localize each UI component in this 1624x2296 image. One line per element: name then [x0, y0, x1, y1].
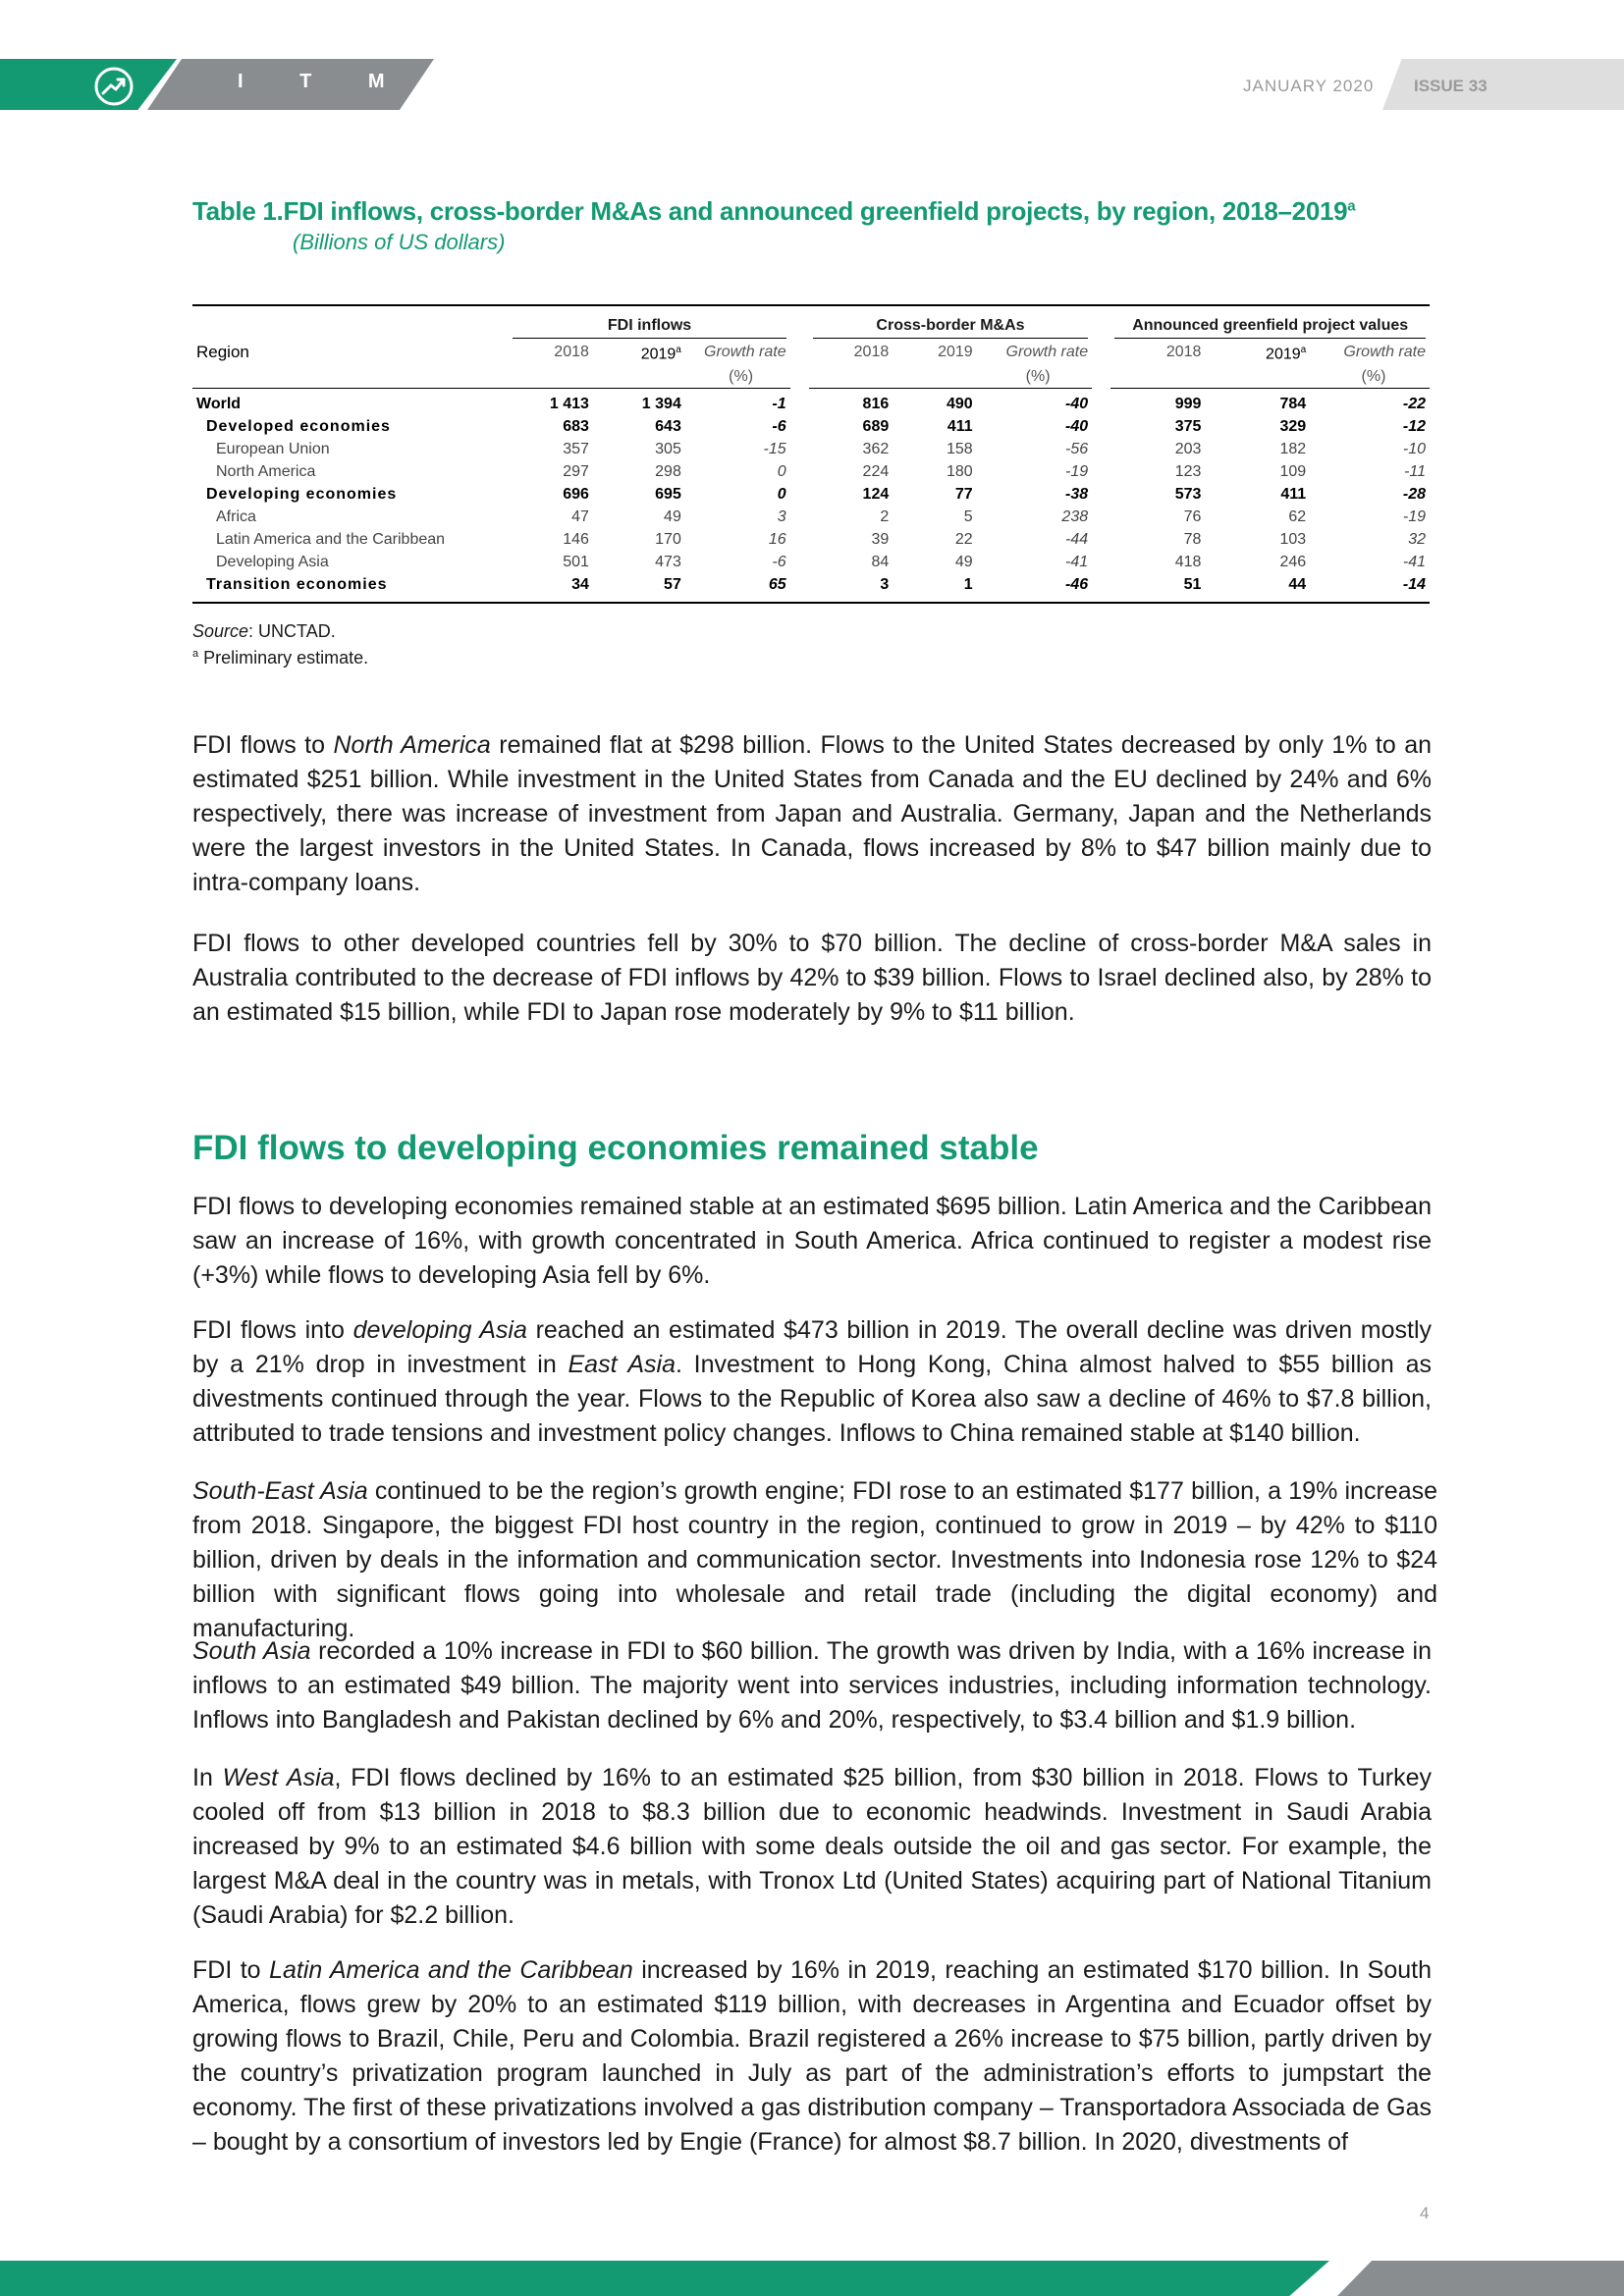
table-title-sup: a — [1347, 197, 1356, 215]
value-cell: 180 — [946, 463, 973, 481]
value-cell: 362 — [862, 441, 890, 458]
value-cell: 411 — [1280, 486, 1307, 504]
col-2018: 2018 — [1165, 344, 1202, 361]
value-cell: 0 — [777, 486, 786, 504]
value-cell: 1 — [963, 576, 973, 594]
table-title: Table 1.FDI inflows, cross-border M&As and announced greenfield projects, by region, 2018–2019$^a$ — [192, 196, 1356, 226]
col-2019: 2019$^a$ — [640, 345, 681, 363]
page-number: 4 — [1420, 2204, 1430, 2222]
region-cell: Developing Asia — [216, 554, 329, 571]
value-cell: -40 — [1065, 418, 1089, 436]
value-cell: -14 — [1402, 576, 1426, 594]
value-cell: 695 — [655, 486, 681, 504]
col-2018: 2018 — [554, 344, 589, 361]
value-cell: 22 — [954, 531, 973, 549]
value-cell: 224 — [862, 463, 890, 481]
value-cell: 103 — [1279, 531, 1307, 549]
value-cell: 329 — [1279, 418, 1307, 436]
value-cell: -46 — [1065, 576, 1089, 594]
table-row — [192, 573, 1430, 596]
col-growth: Growth rate — [1343, 344, 1426, 361]
table-row — [192, 460, 1430, 483]
value-cell: 76 — [1183, 508, 1202, 526]
value-cell: -56 — [1065, 441, 1089, 458]
value-cell: 34 — [571, 576, 589, 594]
value-cell: 57 — [664, 576, 681, 594]
value-cell: -44 — [1065, 531, 1089, 549]
footer-green-band — [0, 2261, 1329, 2296]
value-cell: 77 — [954, 486, 973, 504]
section-heading: FDI flows to developing economies remained stable — [192, 1129, 1039, 1167]
brand-name: I T M — [238, 71, 410, 92]
paragraph-latin-america: FDI to Latin America and the Caribbean increased by 16% in 2019, reaching an estimated $170 billion. In South America, flows grew by 20% to an estimated $119 billion, with decreases in Argentina and Ecuador offset by growing flows to Brazil, Chile, Peru and Colombia. Brazil registered a 26% increase to $75 billion, partly driven by the country’s privatization program launched in July as part of the administration’s efforts to jumpstart the economy. The first of these privatizations involved a gas distribution company – Transportadora Associada de Gas – bought by a consortium of investors led by Engie (France) for almost $8.7 billion. In 2020, divestments of — [192, 1956, 1432, 2156]
table-row — [192, 483, 1430, 506]
issue-date: JANUARY 2020 — [1243, 77, 1375, 95]
value-cell: 683 — [563, 418, 589, 436]
value-cell: -28 — [1402, 486, 1426, 504]
region-cell: Africa — [216, 508, 256, 526]
paragraph-south-asia: South Asia recorded a 10% increase in FDI to $60 billion. The growth was driven by India, with a 16% increase in inflows to an estimated $49 billion. The majority went into services industries, including information technology. Inflows into Bangladesh and Pakistan declined by 6% and 20%, respectively, to $3.4 billion and $1.9 billion. — [192, 1637, 1433, 1734]
value-cell: 999 — [1174, 396, 1202, 413]
value-cell: 1 413 — [549, 396, 589, 413]
value-cell: 49 — [954, 554, 973, 571]
value-cell: 49 — [664, 508, 681, 526]
value-cell: -15 — [763, 441, 786, 458]
value-cell: 816 — [862, 396, 890, 413]
paragraph-developing-asia: FDI flows into developing Asia reached an estimated $473 billion in 2019. The overall decline was driven mostly by a 21% drop in investment in East Asia. Investment to Hong Kong, China almost halved to $55 billion as divestments continued through the year. Flows to the Republic of Korea also saw a decline of 46% to $7.8 billion, attributed to trade tensions and investment policy changes. Inflows to China remained stable at $140 billion. — [192, 1316, 1433, 1447]
value-cell: 32 — [1408, 531, 1426, 549]
paragraph-west-asia: In West Asia, FDI flows declined by 16% to an estimated $25 billion, from $30 billion in 2018. Flows to Turkey cooled off from $13 billion in 2018 to $8.3 billion due to economic headwinds. Investment in Saudi Arabia increased by 9% to an estimated $4.6 billion with some deals outside the oil and gas sector. For example, the largest M&A deal in the country was in metals, with Tronox Ltd (United States) acquiring part of National Titanium (Saudi Arabia) for $2.2 billion. — [192, 1764, 1432, 1929]
value-cell: 0 — [777, 463, 786, 481]
value-cell: -6 — [772, 554, 786, 571]
value-cell: -19 — [1402, 508, 1426, 526]
value-cell: 305 — [655, 441, 681, 458]
footer-gray-band — [1337, 2261, 1624, 2296]
value-cell: 490 — [946, 396, 973, 413]
fdi-table — [192, 304, 1430, 604]
value-cell: -41 — [1402, 554, 1426, 571]
value-cell: 16 — [768, 531, 786, 549]
value-cell: 418 — [1174, 554, 1202, 571]
value-cell: 39 — [871, 531, 890, 549]
value-cell: -38 — [1065, 486, 1089, 504]
value-cell: -41 — [1065, 554, 1089, 571]
paragraph-north-america: FDI flows to North America remained flat at $298 billion. Flows to the United States decreased by only 1% to an estimated $251 billion. While investment in the United States from Canada and the EU declined by 24% and 6% respectively, there was increase of investment from Japan and Australia. Germany, Japan and the Netherlands were the largest investors in the United States. In Canada, flows increased by 8% to $47 billion mainly due to intra-company loans. — [192, 731, 1433, 896]
value-cell: 123 — [1174, 463, 1202, 481]
table-row — [192, 415, 1430, 438]
paragraph-south-east-asia: South-East Asia continued to be the region’s growth engine; FDI rose to an estimated $177 billion, a 19% increase from 2018. Singapore, the biggest FDI host country in the region, continued to grow in 2019 – by 42% to $110 billion, driven by deals in the information and communication sector. Investments into Indonesia rose 12% to $24 billion with significant flows going into wholesale and retail trade (including the digital economy) and manufacturing. — [192, 1477, 1438, 1642]
value-cell: -1 — [772, 396, 786, 413]
region-cell: World — [196, 396, 242, 413]
value-cell: 238 — [1061, 508, 1089, 526]
table-note: $^a$ Preliminary estimate. — [192, 648, 369, 667]
region-cell: Transition economies — [206, 576, 388, 594]
table-source: Source: UNCTAD. — [192, 621, 336, 641]
value-cell: 158 — [946, 441, 973, 458]
region-cell: Developing economies — [206, 486, 398, 504]
value-cell: -22 — [1402, 396, 1426, 413]
value-cell: 146 — [563, 531, 589, 549]
value-cell: 689 — [862, 418, 890, 436]
value-cell: 298 — [655, 463, 681, 481]
value-cell: 65 — [768, 576, 786, 594]
value-cell: 62 — [1288, 508, 1307, 526]
value-cell: -19 — [1065, 463, 1089, 481]
col-pct: (%) — [1025, 368, 1051, 386]
value-cell: 1 394 — [641, 396, 681, 413]
value-cell: 124 — [862, 486, 890, 504]
col-2019: 2019$^a$ — [1266, 345, 1307, 363]
paragraph-developing: FDI flows to developing economies remained stable at an estimated $695 billion. Latin America and the Caribbean saw an increase of 16%, with growth concentrated in South America. Africa continued to register a modest rise (+3%) while flows to developing Asia fell by 6%. — [192, 1193, 1432, 1289]
value-cell: 170 — [655, 531, 681, 549]
group-fdi-inflows: FDI inflows — [509, 314, 789, 339]
paragraph-other-developed: FDI flows to other developed countries fell by 30% to $70 billion. The decline of cross-border M&A sales in Australia contributed to the decrease of FDI inflows by 42% to $39 billion. Flows to Israel declined also, by 28% to an estimated $15 billion, while FDI to Japan rose moderately by 9% to $11 billion. — [192, 930, 1432, 1026]
value-cell: 44 — [1288, 576, 1307, 594]
table-row — [192, 528, 1430, 551]
value-cell: 2 — [880, 508, 890, 526]
value-cell: 573 — [1174, 486, 1202, 504]
region-cell: North America — [216, 463, 316, 481]
col-growth: Growth rate — [1005, 344, 1089, 361]
value-cell: 3 — [880, 576, 890, 594]
value-cell: 473 — [655, 554, 681, 571]
region-cell: Developed economies — [206, 418, 391, 436]
col-pct: (%) — [1361, 368, 1386, 386]
value-cell: -12 — [1402, 418, 1426, 436]
value-cell: -10 — [1402, 441, 1426, 458]
value-cell: 246 — [1279, 554, 1307, 571]
value-cell: 643 — [655, 418, 681, 436]
value-cell: 84 — [871, 554, 890, 571]
value-cell: 78 — [1183, 531, 1202, 549]
col-2019: 2019 — [938, 344, 973, 361]
value-cell: 109 — [1279, 463, 1307, 481]
trend-up-icon — [92, 65, 135, 108]
value-cell: 411 — [947, 418, 973, 436]
issue-number: ISSUE 33 — [1414, 77, 1488, 95]
table-subtitle: (Billions of US dollars) — [293, 230, 506, 254]
value-cell: 297 — [563, 463, 589, 481]
table-row — [192, 438, 1430, 460]
col-pct: (%) — [729, 368, 754, 386]
table-row — [192, 389, 1430, 416]
col-growth: Growth rate — [704, 344, 786, 361]
value-cell: 203 — [1174, 441, 1202, 458]
value-cell: -40 — [1065, 396, 1089, 413]
group-cross-border: Cross-border M&As — [809, 314, 1092, 339]
value-cell: 357 — [563, 441, 589, 458]
value-cell: 47 — [571, 508, 589, 526]
value-cell: 501 — [563, 554, 589, 571]
table-row — [192, 506, 1430, 528]
region-cell: Latin America and the Caribbean — [216, 531, 446, 549]
value-cell: 182 — [1279, 441, 1307, 458]
header-green-band — [0, 59, 177, 110]
value-cell: -11 — [1404, 463, 1426, 481]
table-row — [192, 551, 1430, 573]
value-cell: 51 — [1183, 576, 1202, 594]
region-cell: European Union — [216, 441, 330, 458]
value-cell: 5 — [963, 508, 973, 526]
value-cell: -6 — [772, 418, 786, 436]
value-cell: 784 — [1279, 396, 1307, 413]
value-cell: 3 — [777, 508, 786, 526]
group-greenfield: Announced greenfield project values — [1110, 314, 1430, 339]
col-2018: 2018 — [853, 344, 890, 361]
region-header: Region — [196, 343, 249, 362]
value-cell: 696 — [563, 486, 589, 504]
value-cell: 375 — [1174, 418, 1202, 436]
